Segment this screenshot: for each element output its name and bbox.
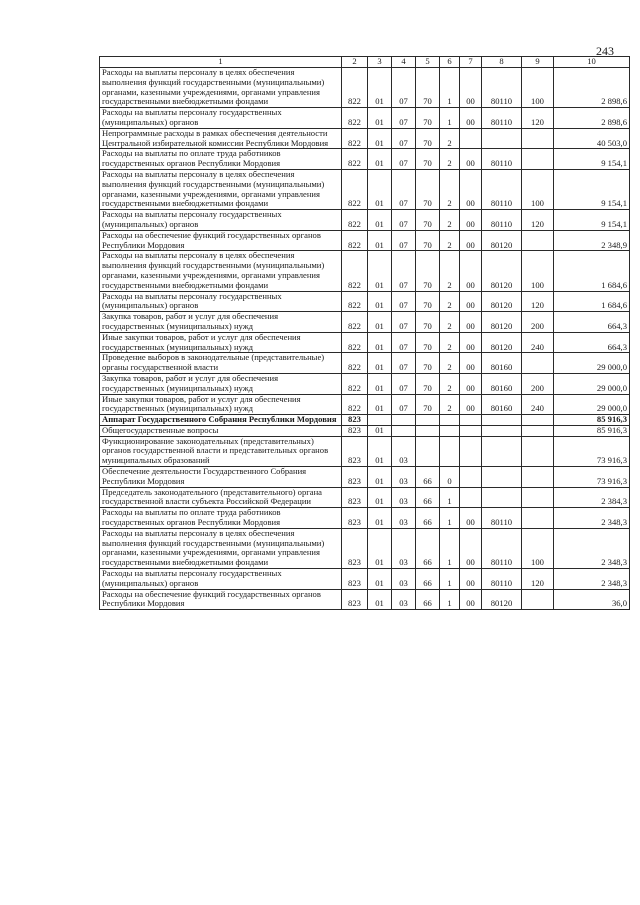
section-code-cell: 01: [368, 332, 392, 353]
section-code-cell: 01: [368, 230, 392, 251]
direction-code-cell: 80160: [482, 373, 522, 394]
table-row: [100, 230, 630, 251]
expense-type-code-cell: [522, 508, 554, 529]
direction-code-cell: [482, 436, 522, 466]
event-code-cell: 00: [460, 169, 482, 209]
table-row: [100, 312, 630, 333]
direction-code-cell: 80120: [482, 251, 522, 291]
section-code-cell: 01: [368, 508, 392, 529]
subprogram-code-cell: 1: [440, 487, 460, 508]
expense-name-cell: Закупка товаров, работ и услуг для обеспечения государственных (муниципальных) нужд: [100, 312, 342, 333]
program-code-cell: 70: [416, 332, 440, 353]
subprogram-code-cell: 2: [440, 394, 460, 415]
subprogram-code-cell: 2: [440, 332, 460, 353]
direction-code-cell: 80110: [482, 569, 522, 590]
expense-name-cell: Закупка товаров, работ и услуг для обеспечения государственных (муниципальных) нужд: [100, 373, 342, 394]
expense-name-cell: Расходы на выплаты персоналу в целях обеспечения выполнения функций государственными (муниципальными) органами, казенными учреждениями, органами управления государственными внебюджетными фондами: [100, 251, 342, 291]
expense-type-code-cell: [522, 436, 554, 466]
ministry-code-cell: 823: [342, 425, 368, 436]
program-code-cell: 66: [416, 508, 440, 529]
event-code-cell: [460, 425, 482, 436]
subprogram-code-cell: [440, 425, 460, 436]
direction-code-cell: 80110: [482, 149, 522, 170]
event-code-cell: [460, 415, 482, 426]
event-code-cell: 00: [460, 373, 482, 394]
header-cell: 4: [392, 57, 416, 68]
event-code-cell: 00: [460, 291, 482, 312]
event-code-cell: 00: [460, 353, 482, 374]
header-cell: 3: [368, 57, 392, 68]
amount-cell: 1 684,6: [554, 251, 630, 291]
subsection-code-cell: [392, 425, 416, 436]
section-code-cell: 01: [368, 128, 392, 149]
program-code-cell: 70: [416, 149, 440, 170]
header-cell: 7: [460, 57, 482, 68]
subprogram-code-cell: 2: [440, 169, 460, 209]
ministry-code-cell: 822: [342, 251, 368, 291]
program-code-cell: 70: [416, 251, 440, 291]
expense-name-cell: Обеспечение деятельности Государственного Собрания Республики Мордовия: [100, 467, 342, 488]
ministry-code-cell: 823: [342, 569, 368, 590]
event-code-cell: 00: [460, 68, 482, 108]
subsection-code-cell: 07: [392, 149, 416, 170]
expense-type-code-cell: 100: [522, 251, 554, 291]
expense-name-cell: Расходы на выплаты персоналу в целях обеспечения выполнения функций государственными (муниципальными) органами, казенными учреждениями, органами управления государственными внебюджетными фондами: [100, 169, 342, 209]
direction-code-cell: [482, 487, 522, 508]
expense-name-cell: Расходы на обеспечение функций государственных органов Республики Мордовия: [100, 230, 342, 251]
expense-name-cell: Расходы на выплаты персоналу государственных (муниципальных) органов: [100, 569, 342, 590]
ministry-code-cell: 822: [342, 394, 368, 415]
program-code-cell: 70: [416, 291, 440, 312]
ministry-code-cell: 822: [342, 373, 368, 394]
ministry-code-cell: 823: [342, 467, 368, 488]
event-code-cell: 00: [460, 332, 482, 353]
expense-name-cell: Расходы на выплаты персоналу в целях обеспечения выполнения функций государственными (муниципальными) органами, казенными учреждениями, органами управления государственными внебюджетными фондами: [100, 528, 342, 568]
program-code-cell: 66: [416, 528, 440, 568]
page-number: 243: [596, 44, 614, 58]
program-code-cell: 70: [416, 68, 440, 108]
table-row: [100, 589, 630, 610]
program-code-cell: 70: [416, 353, 440, 374]
subsection-code-cell: [392, 415, 416, 426]
subprogram-code-cell: 1: [440, 108, 460, 129]
expense-name-cell: Расходы на выплаты персоналу государственных (муниципальных) органов: [100, 210, 342, 231]
subsection-code-cell: 07: [392, 291, 416, 312]
budget-table: [99, 56, 630, 610]
expense-type-code-cell: 100: [522, 169, 554, 209]
direction-code-cell: 80120: [482, 312, 522, 333]
direction-code-cell: 80160: [482, 394, 522, 415]
expense-type-code-cell: 200: [522, 312, 554, 333]
direction-code-cell: 80120: [482, 291, 522, 312]
program-code-cell: 70: [416, 108, 440, 129]
section-code-cell: 01: [368, 487, 392, 508]
subprogram-code-cell: 1: [440, 508, 460, 529]
event-code-cell: 00: [460, 528, 482, 568]
table-row: [100, 291, 630, 312]
subsection-code-cell: 07: [392, 332, 416, 353]
table-row: [100, 425, 630, 436]
program-code-cell: [416, 415, 440, 426]
subsection-code-cell: 03: [392, 528, 416, 568]
subprogram-code-cell: 2: [440, 373, 460, 394]
event-code-cell: 00: [460, 149, 482, 170]
header-cell: 5: [416, 57, 440, 68]
subprogram-code-cell: 2: [440, 353, 460, 374]
program-code-cell: 70: [416, 169, 440, 209]
table-row: [100, 528, 630, 568]
program-code-cell: [416, 436, 440, 466]
ministry-code-cell: 823: [342, 436, 368, 466]
header-cell: 10: [554, 57, 630, 68]
subsection-code-cell: 03: [392, 436, 416, 466]
expense-type-code-cell: 120: [522, 569, 554, 590]
table-row: [100, 149, 630, 170]
header-cell: 6: [440, 57, 460, 68]
expense-type-code-cell: [522, 128, 554, 149]
section-code-cell: 01: [368, 589, 392, 610]
event-code-cell: 00: [460, 394, 482, 415]
subprogram-code-cell: [440, 415, 460, 426]
table-row: [100, 569, 630, 590]
subprogram-code-cell: 0: [440, 467, 460, 488]
subprogram-code-cell: [440, 436, 460, 466]
event-code-cell: [460, 487, 482, 508]
section-code-cell: 01: [368, 394, 392, 415]
subsection-code-cell: 07: [392, 169, 416, 209]
amount-cell: 40 503,0: [554, 128, 630, 149]
amount-cell: 2 348,3: [554, 569, 630, 590]
section-code-cell: 01: [368, 291, 392, 312]
amount-cell: 9 154,1: [554, 149, 630, 170]
ministry-code-cell: 823: [342, 487, 368, 508]
table-row: [100, 332, 630, 353]
section-code-cell: 01: [368, 569, 392, 590]
expense-type-code-cell: [522, 487, 554, 508]
subsection-code-cell: 07: [392, 68, 416, 108]
expense-type-code-cell: 100: [522, 528, 554, 568]
subprogram-code-cell: 1: [440, 589, 460, 610]
amount-cell: 2 384,3: [554, 487, 630, 508]
ministry-code-cell: 822: [342, 230, 368, 251]
expense-type-code-cell: [522, 467, 554, 488]
table-body: [100, 57, 630, 610]
table-row: [100, 128, 630, 149]
program-code-cell: 70: [416, 373, 440, 394]
expense-name-cell: Председатель законодательного (представительного) органа государственной власти субъекта Российской Федерации: [100, 487, 342, 508]
direction-code-cell: [482, 425, 522, 436]
amount-cell: 2 898,6: [554, 108, 630, 129]
amount-cell: 85 916,3: [554, 425, 630, 436]
expense-name-cell: Расходы на выплаты персоналу в целях обеспечения выполнения функций государственными (муниципальными) органами, казенными учреждениями, органами управления государственными внебюджетными фондами: [100, 68, 342, 108]
direction-code-cell: 80120: [482, 332, 522, 353]
amount-cell: 29 000,0: [554, 373, 630, 394]
expense-type-code-cell: [522, 353, 554, 374]
section-code-cell: 01: [368, 467, 392, 488]
table-row: [100, 210, 630, 231]
direction-code-cell: 80120: [482, 589, 522, 610]
expense-name-cell: Расходы на выплаты персоналу государственных (муниципальных) органов: [100, 291, 342, 312]
expense-type-code-cell: 120: [522, 291, 554, 312]
amount-cell: 1 684,6: [554, 291, 630, 312]
section-code-cell: 01: [368, 251, 392, 291]
event-code-cell: 00: [460, 589, 482, 610]
ministry-code-cell: 822: [342, 312, 368, 333]
expense-type-code-cell: [522, 589, 554, 610]
ministry-code-cell: 822: [342, 128, 368, 149]
amount-cell: 2 348,9: [554, 230, 630, 251]
program-code-cell: 70: [416, 210, 440, 231]
expense-type-code-cell: 200: [522, 373, 554, 394]
direction-code-cell: 80110: [482, 108, 522, 129]
ministry-code-cell: 822: [342, 68, 368, 108]
section-code-cell: 01: [368, 373, 392, 394]
program-code-cell: 66: [416, 569, 440, 590]
expense-type-code-cell: [522, 149, 554, 170]
direction-code-cell: [482, 415, 522, 426]
ministry-code-cell: 822: [342, 108, 368, 129]
section-code-cell: 01: [368, 312, 392, 333]
direction-code-cell: 80110: [482, 169, 522, 209]
subprogram-code-cell: 2: [440, 210, 460, 231]
subsection-code-cell: 07: [392, 373, 416, 394]
event-code-cell: 00: [460, 108, 482, 129]
ministry-code-cell: 822: [342, 332, 368, 353]
expense-type-code-cell: 240: [522, 332, 554, 353]
subprogram-code-cell: 2: [440, 251, 460, 291]
expense-type-code-cell: 100: [522, 68, 554, 108]
amount-cell: 9 154,1: [554, 210, 630, 231]
subprogram-code-cell: 2: [440, 149, 460, 170]
table-row: [100, 169, 630, 209]
header-cell: 8: [482, 57, 522, 68]
table-row: [100, 373, 630, 394]
table-header-row: [100, 57, 630, 68]
ministry-code-cell: 822: [342, 210, 368, 231]
amount-cell: 2 348,3: [554, 528, 630, 568]
amount-cell: 9 154,1: [554, 169, 630, 209]
section-code-cell: 01: [368, 353, 392, 374]
section-code-cell: 01: [368, 149, 392, 170]
section-code-cell: 01: [368, 108, 392, 129]
subsection-code-cell: 07: [392, 210, 416, 231]
amount-cell: 2 348,3: [554, 508, 630, 529]
table-row: [100, 251, 630, 291]
direction-code-cell: 80110: [482, 508, 522, 529]
amount-cell: 36,0: [554, 589, 630, 610]
table-row: [100, 108, 630, 129]
table-row: [100, 68, 630, 108]
expense-type-code-cell: [522, 425, 554, 436]
expense-name-cell: Иные закупки товаров, работ и услуг для обеспечения государственных (муниципальных) нужд: [100, 332, 342, 353]
section-code-cell: 01: [368, 169, 392, 209]
header-cell: 1: [100, 57, 342, 68]
event-code-cell: 00: [460, 569, 482, 590]
amount-cell: 29 000,0: [554, 353, 630, 374]
program-code-cell: 70: [416, 394, 440, 415]
expense-name-cell: Расходы на обеспечение функций государственных органов Республики Мордовия: [100, 589, 342, 610]
event-code-cell: [460, 467, 482, 488]
subprogram-code-cell: 2: [440, 312, 460, 333]
direction-code-cell: 80120: [482, 230, 522, 251]
ministry-code-cell: 823: [342, 508, 368, 529]
amount-cell: 73 916,3: [554, 467, 630, 488]
ministry-code-cell: 823: [342, 589, 368, 610]
header-cell: 2: [342, 57, 368, 68]
direction-code-cell: 80160: [482, 353, 522, 374]
section-code-cell: 01: [368, 528, 392, 568]
program-code-cell: 70: [416, 128, 440, 149]
subsection-code-cell: 07: [392, 230, 416, 251]
ministry-code-cell: 822: [342, 353, 368, 374]
ministry-code-cell: 822: [342, 169, 368, 209]
expense-name-cell: Общегосударственные вопросы: [100, 425, 342, 436]
table-row: [100, 394, 630, 415]
subsection-code-cell: 03: [392, 589, 416, 610]
expense-name-cell: Непрограммные расходы в рамках обеспечения деятельности Центральной избирательной комиссии Республики Мордовия: [100, 128, 342, 149]
subprogram-code-cell: 1: [440, 528, 460, 568]
event-code-cell: 00: [460, 230, 482, 251]
direction-code-cell: 80110: [482, 528, 522, 568]
program-code-cell: 66: [416, 589, 440, 610]
table-row: [100, 436, 630, 466]
subprogram-code-cell: 1: [440, 68, 460, 108]
section-code-cell: 01: [368, 425, 392, 436]
event-code-cell: [460, 128, 482, 149]
table-row: [100, 353, 630, 374]
ministry-code-cell: 823: [342, 415, 368, 426]
subprogram-code-cell: 2: [440, 291, 460, 312]
table-row: [100, 415, 630, 426]
expense-type-code-cell: 120: [522, 210, 554, 231]
program-code-cell: 70: [416, 230, 440, 251]
subsection-code-cell: 03: [392, 508, 416, 529]
expense-type-code-cell: [522, 415, 554, 426]
subsection-code-cell: 07: [392, 128, 416, 149]
expense-type-code-cell: [522, 230, 554, 251]
table-row: [100, 487, 630, 508]
table-row: [100, 508, 630, 529]
subprogram-code-cell: 1: [440, 569, 460, 590]
section-code-cell: 01: [368, 68, 392, 108]
expense-type-code-cell: 120: [522, 108, 554, 129]
subsection-code-cell: 07: [392, 353, 416, 374]
expense-name-cell: Проведение выборов в законодательные (представительные) органы государственной власти: [100, 353, 342, 374]
subsection-code-cell: 07: [392, 108, 416, 129]
expense-name-cell: Функционирование законодательных (представительных) органов государственной власти и представительных органов муниципальных образований: [100, 436, 342, 466]
amount-cell: 29 000,0: [554, 394, 630, 415]
subprogram-code-cell: 2: [440, 128, 460, 149]
event-code-cell: 00: [460, 210, 482, 231]
direction-code-cell: 80110: [482, 210, 522, 231]
program-code-cell: 66: [416, 467, 440, 488]
program-code-cell: 66: [416, 487, 440, 508]
subsection-code-cell: 03: [392, 487, 416, 508]
subsection-code-cell: 03: [392, 467, 416, 488]
amount-cell: 664,3: [554, 312, 630, 333]
amount-cell: 85 916,3: [554, 415, 630, 426]
expense-name-cell: Расходы на выплаты по оплате труда работников государственных органов Республики Мордовия: [100, 508, 342, 529]
program-code-cell: [416, 425, 440, 436]
subprogram-code-cell: 2: [440, 230, 460, 251]
event-code-cell: 00: [460, 312, 482, 333]
direction-code-cell: [482, 467, 522, 488]
amount-cell: 664,3: [554, 332, 630, 353]
section-code-cell: 01: [368, 436, 392, 466]
expense-name-cell: Расходы на выплаты персоналу государственных (муниципальных) органов: [100, 108, 342, 129]
direction-code-cell: [482, 128, 522, 149]
expense-name-cell: Иные закупки товаров, работ и услуг для обеспечения государственных (муниципальных) нужд: [100, 394, 342, 415]
section-code-cell: 01: [368, 210, 392, 231]
table-row: [100, 467, 630, 488]
ministry-code-cell: 822: [342, 149, 368, 170]
ministry-code-cell: 823: [342, 528, 368, 568]
header-cell: 9: [522, 57, 554, 68]
expense-type-code-cell: 240: [522, 394, 554, 415]
expense-name-cell: Аппарат Государственного Собрания Республики Мордовия: [100, 415, 342, 426]
program-code-cell: 70: [416, 312, 440, 333]
subsection-code-cell: 07: [392, 251, 416, 291]
event-code-cell: 00: [460, 508, 482, 529]
event-code-cell: 00: [460, 251, 482, 291]
event-code-cell: [460, 436, 482, 466]
subsection-code-cell: 03: [392, 569, 416, 590]
direction-code-cell: 80110: [482, 68, 522, 108]
subsection-code-cell: 07: [392, 394, 416, 415]
ministry-code-cell: 822: [342, 291, 368, 312]
amount-cell: 73 916,3: [554, 436, 630, 466]
expense-name-cell: Расходы на выплаты по оплате труда работников государственных органов Республики Мордовия: [100, 149, 342, 170]
amount-cell: 2 898,6: [554, 68, 630, 108]
section-code-cell: [368, 415, 392, 426]
subsection-code-cell: 07: [392, 312, 416, 333]
